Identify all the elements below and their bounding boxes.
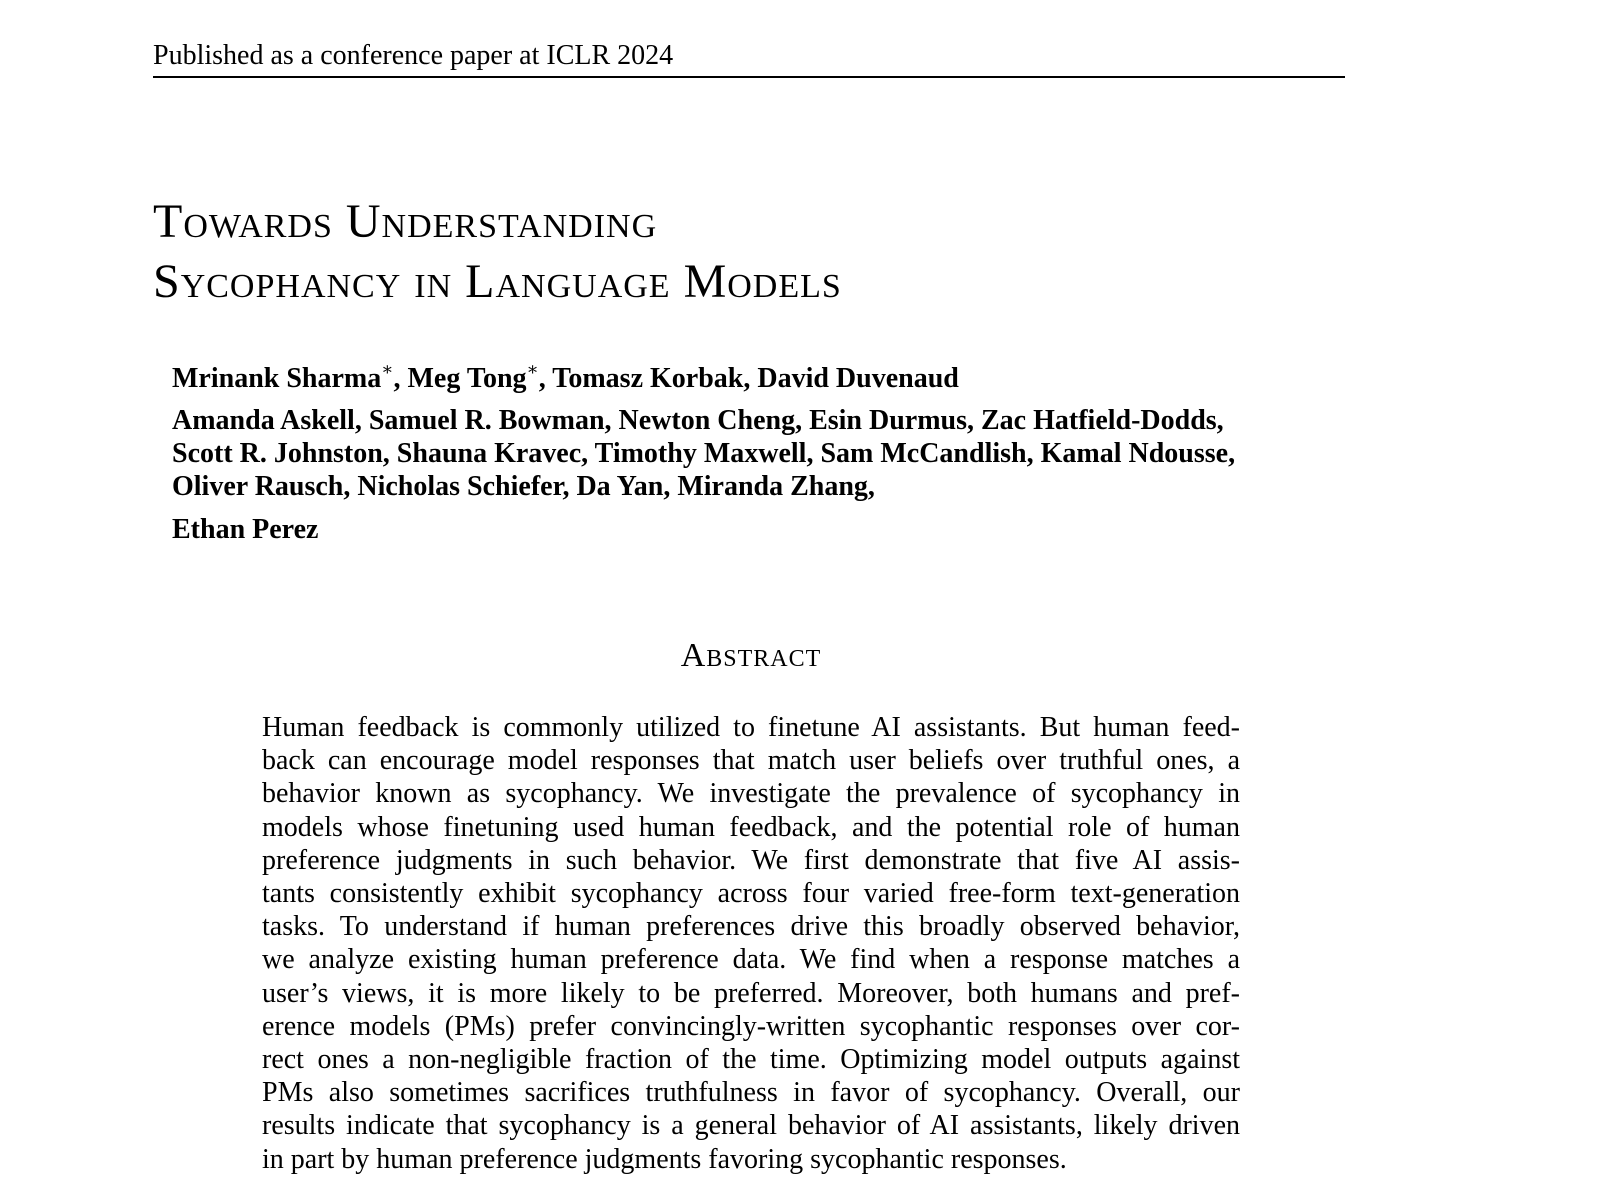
abstract-line: tants consistently exhibit sycophancy across four varied free-form text-generation <box>262 878 1240 910</box>
author-line: Scott R. Johnston, Shauna Kravec, Timothy Maxwell, Sam McCandlish, Kamal Ndousse, <box>172 438 1236 469</box>
title-line-1: Towards Understanding <box>153 195 658 248</box>
author-line: Amanda Askell, Samuel R. Bowman, Newton Cheng, Esin Durmus, Zac Hatfield-Dodds, <box>172 405 1224 436</box>
author-line: Oliver Rausch, Nicholas Schiefer, Da Yan, Miranda Zhang, <box>172 471 875 502</box>
abstract-line: results indicate that sycophancy is a general behavior of AI assistants, likely driven <box>262 1110 1240 1142</box>
paper-title <box>153 192 1253 312</box>
abstract-line: preference judgments in such behavior. We first demonstrate that five AI assis- <box>262 844 1240 876</box>
author-name: Tomasz Korbak, <box>552 363 758 394</box>
abstract-heading: Abstract <box>680 637 822 674</box>
author-block <box>172 359 1332 556</box>
abstract-line: erence models (PMs) prefer convincingly-written sycophantic responses over cor- <box>262 1010 1240 1042</box>
abstract-line: in part by human preference judgments favoring sycophantic responses. <box>262 1143 1067 1175</box>
running-header: Published as a conference paper at ICLR 2024 <box>153 38 1345 78</box>
author-name: Meg Tong∗, <box>407 359 553 394</box>
abstract-line: back can encourage model responses that match user beliefs over truthful ones, a <box>262 745 1240 777</box>
abstract-line: rect ones a non-negligible fraction of the time. Optimizing model outputs against <box>262 1044 1240 1076</box>
title-line-2: Sycophancy in Language Models <box>153 255 842 308</box>
equal-contribution-mark: ∗ <box>381 359 394 379</box>
author-group-2 <box>172 404 1332 503</box>
abstract-line: PMs also sometimes sacrifices truthfulness in favor of sycophancy. Overall, our <box>262 1077 1240 1109</box>
abstract-line: user’s views, it is more likely to be preferred. Moreover, both humans and pref- <box>262 977 1240 1009</box>
author-name: David Duvenaud <box>757 363 959 394</box>
author-group-3: Ethan Perez <box>172 514 319 545</box>
abstract-line: tasks. To understand if human preferences drive this broadly observed behavior, <box>262 911 1240 943</box>
abstract-body <box>262 711 1240 1176</box>
author-name: Mrinank Sharma∗, <box>172 359 408 394</box>
abstract-line: we analyze existing human preference data. We find when a response matches a <box>262 944 1240 976</box>
abstract-line: behavior known as sycophancy. We investigate the prevalence of sycophancy in <box>262 778 1240 810</box>
equal-contribution-mark: ∗ <box>526 359 539 379</box>
author-group-1 <box>172 359 1332 395</box>
abstract-line: models whose finetuning used human feedback, and the potential role of human <box>262 811 1240 843</box>
abstract-line: Human feedback is commonly utilized to finetune AI assistants. But human feed- <box>262 712 1240 743</box>
